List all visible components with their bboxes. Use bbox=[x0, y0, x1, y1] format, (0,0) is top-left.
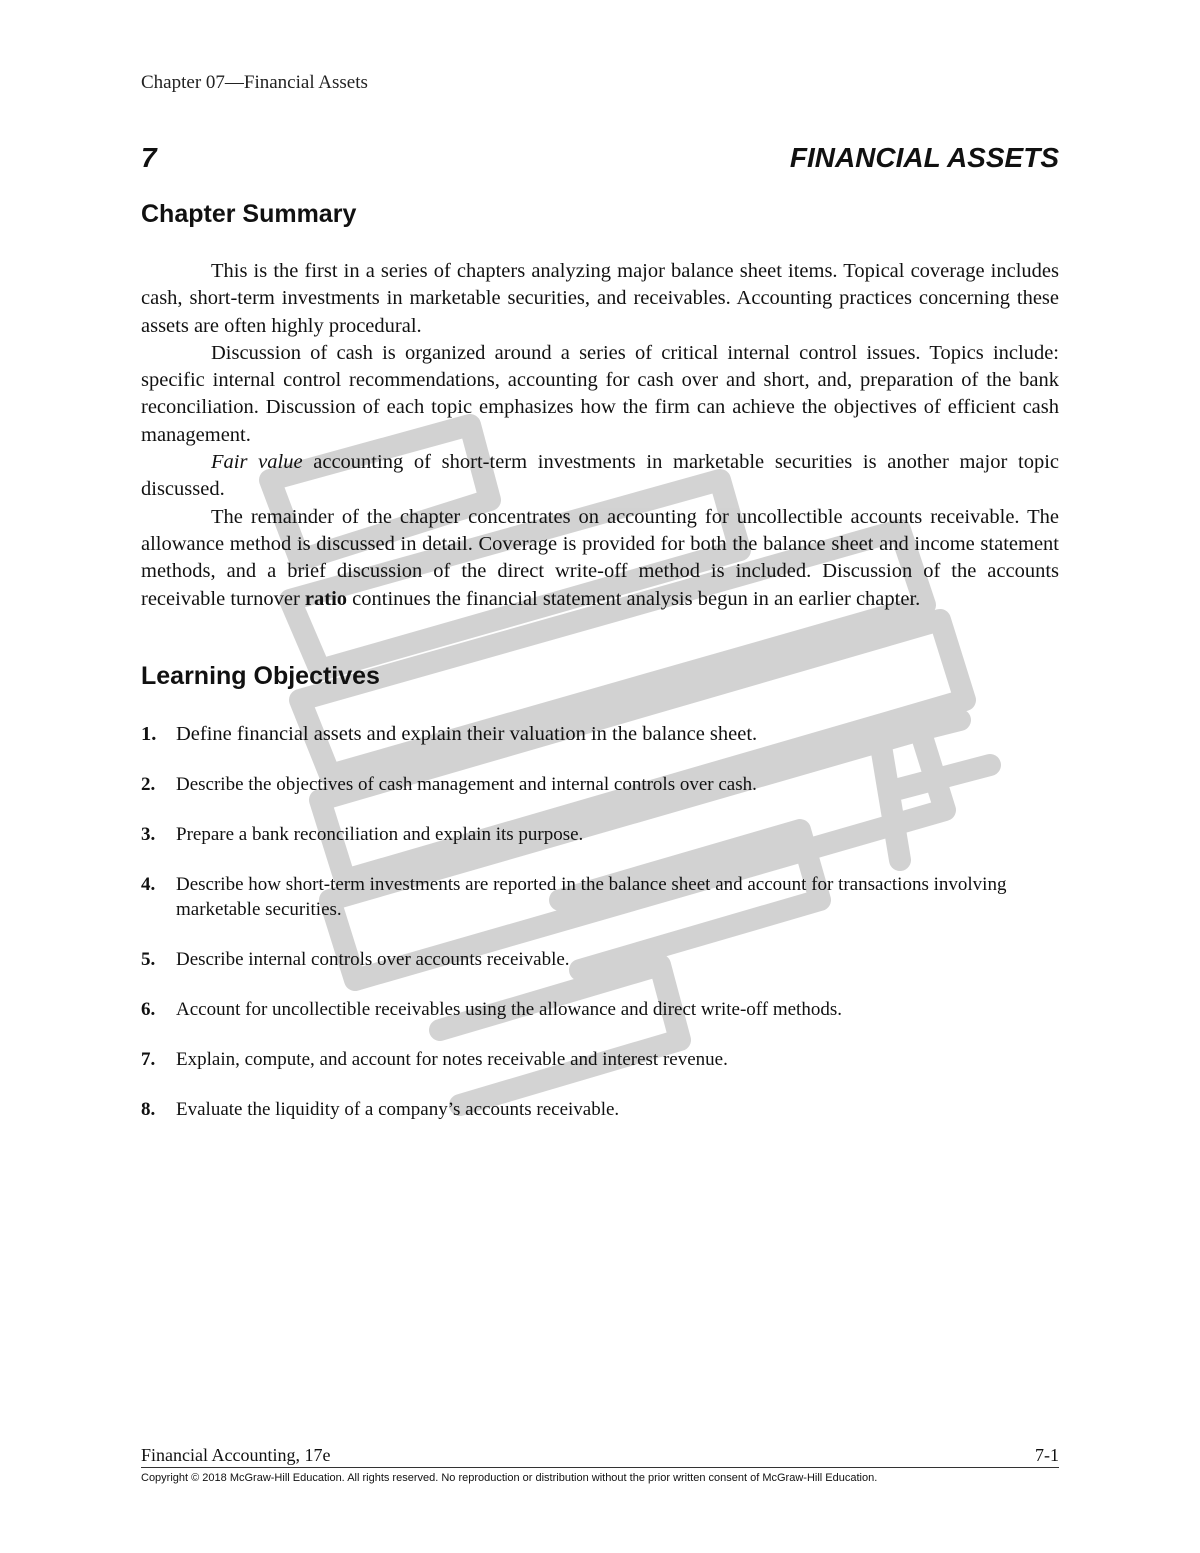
chapter-title: FINANCIAL ASSETS bbox=[789, 142, 1059, 173]
book-title: Financial Accounting, 17e bbox=[141, 1445, 331, 1465]
chapter-heading bbox=[141, 142, 1059, 174]
objective-number: 7. bbox=[141, 1049, 156, 1070]
objective-text: Describe internal controls over accounts receivable. bbox=[176, 949, 570, 970]
objective-text: Define financial assets and explain their valuation in the balance sheet. bbox=[176, 723, 758, 745]
fair-value-term: Fair value bbox=[211, 451, 303, 474]
objective-item bbox=[141, 997, 1059, 1022]
summary-paragraph-4-text-b: continues the financial statement analysis begun in an earlier chapter. bbox=[347, 587, 921, 610]
summary-heading: Chapter Summary bbox=[141, 200, 357, 228]
running-head: Chapter 07—Financial Assets bbox=[141, 72, 368, 93]
objective-item bbox=[141, 1097, 1059, 1122]
ratio-term: ratio bbox=[304, 587, 348, 610]
objective-item bbox=[141, 772, 1059, 797]
objective-number: 5. bbox=[141, 949, 156, 970]
objective-number: 2. bbox=[141, 774, 156, 795]
objective-text: Describe the objectives of cash management and internal controls over cash. bbox=[176, 774, 757, 795]
page-number: 7-1 bbox=[1035, 1445, 1059, 1465]
objective-number: 4. bbox=[141, 874, 156, 895]
summary-paragraph-3-text: accounting of short-term investments in marketable securities is another major topic discussed. bbox=[141, 451, 1059, 501]
summary-paragraph-4 bbox=[141, 504, 1059, 613]
objective-item bbox=[141, 822, 1059, 847]
objective-item bbox=[141, 722, 1059, 747]
objective-item bbox=[141, 947, 1059, 972]
objective-text: Evaluate the liquidity of a company’s accounts receivable. bbox=[176, 1099, 620, 1120]
summary-paragraph-3 bbox=[141, 449, 1059, 504]
chapter-number: 7 bbox=[141, 142, 157, 173]
page-footer bbox=[141, 1445, 1059, 1484]
objective-number: 8. bbox=[141, 1099, 156, 1120]
summary-paragraph-1: This is the first in a series of chapters analyzing major balance sheet items. Topical coverage includes cash, short-term investments in marketable securities, and receivables. Accounting practices concerning these assets are often highly procedural. bbox=[141, 260, 1059, 337]
objective-text: Describe how short-term investments are reported in the balance sheet and account for transactions involving marketable securities. bbox=[176, 874, 1007, 920]
copyright-notice: Copyright © 2018 McGraw-Hill Education. All rights reserved. No reproduction or distribution without the prior written consent of McGraw-Hill Education. bbox=[141, 1472, 878, 1484]
objective-text: Account for uncollectible receivables using the allowance and direct write-off methods. bbox=[176, 999, 842, 1020]
objective-item bbox=[141, 1047, 1059, 1072]
objective-item bbox=[141, 872, 1059, 922]
footer-line bbox=[141, 1445, 1059, 1468]
objective-number: 6. bbox=[141, 999, 156, 1020]
objectives-heading: Learning Objectives bbox=[141, 662, 380, 690]
summary-paragraph-2: Discussion of cash is organized around a series of critical internal control issues. Topics include: specific internal control recommendations, accounting for cash over and short, and, preparation of the bank reconciliation. Discussion of each topic emphasizes how the firm can achieve the objectives of efficient cash management. bbox=[141, 341, 1059, 446]
objective-number: 3. bbox=[141, 824, 156, 845]
summary-paragraph-4-text-a: The remainder of the chapter concentrates on accounting for uncollectible accounts receivable. The allowance method is discussed in detail. Coverage is provided for both the balance sheet and income statement methods, and a brief discussion of the direct write-off method is included. Discussion of the accounts receivable turnover bbox=[141, 505, 1059, 610]
chapter-summary bbox=[141, 258, 1059, 613]
objective-text: Explain, compute, and account for notes receivable and interest revenue. bbox=[176, 1049, 728, 1070]
objectives-list bbox=[141, 722, 1059, 1147]
objective-number: 1. bbox=[141, 723, 157, 745]
objective-text: Prepare a bank reconciliation and explain its purpose. bbox=[176, 824, 584, 845]
